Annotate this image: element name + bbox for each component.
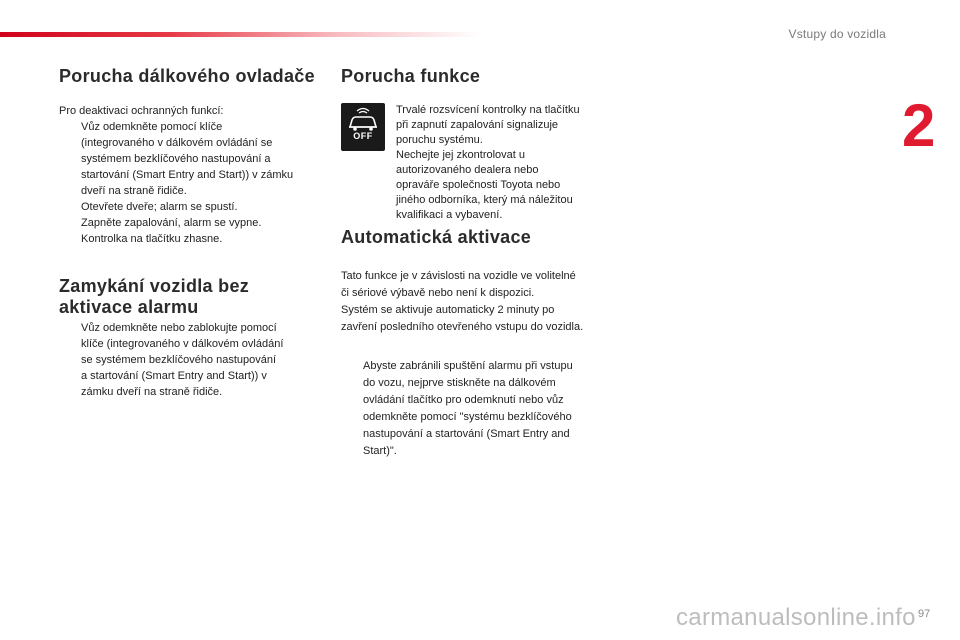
malfunction-text [396, 103, 616, 223]
list-item-line: klíče (integrovaného v dálkovém ovládání [81, 338, 284, 350]
text-line: Tato funkce je v závislosti na vozidle ve volitelné [341, 270, 576, 282]
page-number: 97 [918, 608, 931, 620]
remote-fault-intro: Pro deaktivaci ochranných funkcí: [59, 105, 224, 117]
remote-fault-heading: Porucha dálkového ovladače [59, 66, 315, 86]
malfunction-heading: Porucha funkce [341, 66, 481, 86]
alarm-off-icon [341, 103, 385, 151]
list-item-line: a startování (Smart Entry and Start)) v [81, 370, 267, 382]
list-item-line: systémem bezklíčového nastupování a [81, 153, 271, 165]
list-item-line: Start)". [363, 445, 397, 457]
list-item-line: Abyste zabránili spuštění alarmu při vstupu [363, 360, 573, 372]
text-line: jiného odborníka, který má náležitou [396, 194, 573, 206]
list-item-line: dveří na straně řidiče. [81, 185, 187, 197]
text-line: poruchu systému. [396, 134, 483, 146]
text-line: zavření posledního otevřeného vstupu do vozidla. [341, 321, 584, 333]
list-item-line: odemkněte pomocí "systému bezklíčového [363, 411, 572, 423]
text-line: Trvalé rozsvícení kontrolky na tlačítku [396, 104, 580, 116]
list-item-line: Zapněte zapalování, alarm se vypne. [81, 217, 262, 229]
text-line: autorizovaného dealera nebo [396, 164, 539, 176]
lock-without-alarm-heading [59, 276, 249, 318]
alarm-off-label: OFF [353, 131, 373, 141]
header-accent-bar [0, 32, 480, 37]
chapter-number: 2 [902, 92, 936, 159]
text-line: při zapnutí zapalování signalizuje [396, 119, 559, 131]
list-item-line: zámku dveří na straně řidiče. [81, 386, 223, 398]
text-line: Nechejte jej zkontrolovat u [396, 149, 526, 161]
list-item-line: Kontrolka na tlačítku zhasne. [81, 233, 223, 245]
list-item [341, 358, 616, 460]
text-line: kvalifikaci a vybavení. [396, 209, 503, 221]
list-item-line: nastupování a startování (Smart Entry and [363, 428, 570, 440]
remote-fault-section [59, 103, 329, 247]
list-item [59, 199, 329, 215]
list-item-line: startování (Smart Entry and Start)) v zámku [81, 169, 294, 181]
auto-activation-heading: Automatická aktivace [341, 227, 532, 247]
lock-without-alarm-section [59, 320, 329, 400]
list-item-line: do vozu, nejprve stiskněte na dálkovém [363, 377, 556, 389]
watermark: carmanualsonline.info [676, 604, 916, 631]
list-item [59, 320, 329, 400]
section-title: Vstupy do vozidla [788, 27, 886, 41]
text-line: či sériové výbavě nebo není k dispozici. [341, 287, 535, 299]
list-item [59, 119, 329, 199]
list-item-line: Vůz odemkněte pomocí klíče [81, 121, 223, 133]
list-item-line: (integrovaného v dálkovém ovládání se [81, 137, 273, 149]
auto-activation-bullet [341, 358, 616, 460]
text-line: opraváře společnosti Toyota nebo [396, 179, 561, 191]
text-line: Systém se aktivuje automaticky 2 minuty po [341, 304, 555, 316]
list-item-line: Vůz odemkněte nebo zablokujte pomocí [81, 322, 277, 334]
list-item-line: se systémem bezklíčového nastupování [81, 354, 277, 366]
list-item [59, 215, 329, 247]
list-item-line: ovládání tlačítko pro odemknutí nebo vůz [363, 394, 564, 406]
list-item-line: Otevřete dveře; alarm se spustí. [81, 201, 238, 213]
heading-line: aktivace alarmu [59, 297, 199, 317]
auto-activation-text [341, 268, 616, 336]
heading-line: Zamykání vozidla bez [59, 276, 250, 296]
